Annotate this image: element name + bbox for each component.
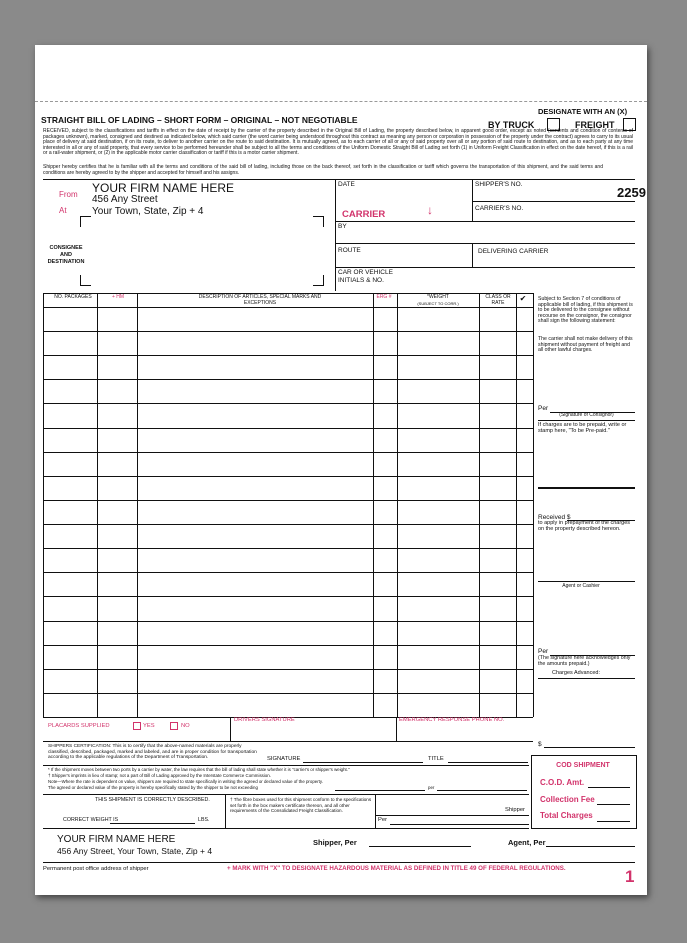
col-packages-header: NO. PACKAGES	[54, 294, 92, 300]
delivering-carrier-label: DELIVERING CARRIER	[478, 248, 549, 255]
shipper-certifies-text: Shipper hereby certifies that he is familiar with all the terms and conditions of the said bill of lading, including those on the back thereof, set forth in the classification or tariff which governs the transportation of this shipment, and the said terms and conditions are hereby agreed to by the shipper and accepted for himself and his assigns.	[43, 164, 603, 176]
table-header-rule	[43, 307, 533, 308]
note-water: * If the shipment moves between two ports by a carrier by water, the law requires that the bill of lading shall state whether it is "carrier's or shipper's weight."	[48, 767, 350, 772]
per-ack-label: Per	[538, 648, 549, 655]
table-row[interactable]	[43, 331, 533, 332]
placards-no-label: NO	[181, 723, 190, 729]
initials-label: INITIALS & NO.	[338, 277, 384, 284]
notes-bottom-rule	[43, 794, 529, 795]
signature-rule	[303, 762, 423, 763]
permanent-address-caption: Permanent post office address of shipper	[43, 866, 149, 872]
designate-label: DESIGNATE WITH AN (X)	[538, 107, 628, 116]
col-hm-header: + HM	[111, 294, 125, 300]
shipper-city: Your Town, State, Zip + 4	[92, 206, 204, 217]
weight-divider	[225, 794, 226, 828]
shipper-per-label: Shipper, Per	[313, 838, 357, 847]
placards-yes-checkbox[interactable]	[133, 722, 141, 730]
table-column-line	[137, 293, 138, 717]
agent-per-label: Agent, Per	[508, 838, 546, 847]
ack-caption: (The signature here acknowledges only the amounts prepaid.)	[538, 655, 631, 667]
by-truck-label: BY TRUCK	[488, 120, 535, 130]
note-imprint: † Shipper's imprints in lieu of stamp; not a part of Bill of Lading approved by the Interstate Commerce Commission.	[48, 773, 271, 778]
table-row[interactable]	[43, 645, 533, 646]
table-column-line	[516, 293, 517, 717]
table-row[interactable]	[43, 548, 533, 549]
note-agreed-value: The agreed or declared value of the property is hereby specifically stated by the shipper to be not exceeding	[48, 785, 258, 790]
prepaid-text: If charges are to be prepaid, write or stamp here, "To be Pre-paid."	[538, 422, 627, 434]
by-label: BY	[338, 223, 347, 230]
table-column-line	[43, 293, 44, 717]
signature-label: SIGNATURE	[267, 756, 301, 762]
correctly-described-text: THIS SHIPMENT IS CORRECTLY DESCRIBED.	[95, 797, 210, 803]
received-label: Received $	[538, 514, 571, 521]
agent-per-rule	[546, 846, 635, 847]
cod-amt-rule	[588, 787, 630, 788]
address-bracket-br	[313, 275, 324, 286]
charges-advanced-label: Charges Advanced:	[552, 670, 601, 676]
table-row[interactable]	[43, 355, 533, 356]
carriers-no-label: CARRIER'S NO.	[475, 205, 524, 212]
cert-bottom-rule	[43, 765, 529, 766]
table-row[interactable]	[43, 621, 533, 622]
table-column-line	[479, 293, 480, 717]
agent-cashier-caption: Agent or Cashier	[562, 583, 600, 589]
carrier-shall-text: The carrier shall not make delivery of this shipment without payment of freight and all other lawful charges.	[538, 336, 633, 354]
drivers-divider	[396, 717, 397, 741]
total-charges-rule	[597, 821, 630, 822]
by-rule	[335, 243, 635, 244]
col-erg-header: ERG #	[376, 294, 392, 300]
agreed-value-rule	[335, 790, 425, 791]
title-rule	[448, 762, 528, 763]
address-bracket-bl	[80, 275, 91, 286]
table-row[interactable]	[43, 476, 533, 477]
col-class-header: CLASS OR RATE	[485, 294, 511, 306]
carrier-arrow-icon: ↓	[427, 203, 433, 217]
address-bracket-tr	[313, 216, 324, 227]
drivers-signature-label: DRIVERS SIGNATURE	[234, 717, 295, 723]
table-row[interactable]	[43, 572, 533, 573]
table-row[interactable]	[43, 379, 533, 380]
shipper-small-rule	[375, 815, 529, 816]
carrier-label: CARRIER	[342, 209, 386, 220]
dollar-rule	[544, 747, 635, 748]
shippers-no-value: 2259	[617, 185, 646, 200]
table-row[interactable]	[43, 693, 533, 694]
fibre-divider	[375, 794, 376, 828]
hazmat-footnote: + MARK WITH "X" TO DESIGNATE HAZARDOUS MATERIAL AS DEFINED IN TITLE 49 OF FEDERAL REGULATIONS.	[227, 865, 566, 872]
note-rate: Note—Where the rate is dependent on value, shippers are required to state specifically in writing the agreed or declared value of the property.	[48, 779, 323, 784]
header-divider	[335, 179, 336, 291]
table-column-line	[397, 293, 398, 717]
shippers-certification-text: SHIPPERS CERTIFICATION: This is to certify that the above-named materials are properly classified, described, packaged, marked and labeled, and are in proper condition for transportation according to the applicable regulations of the Department of Transportation.	[48, 744, 257, 761]
shipper-per-rule	[369, 846, 471, 847]
consignor-box-rule	[538, 420, 635, 421]
title-label: TITLE	[428, 756, 444, 762]
placards-no-checkbox[interactable]	[170, 722, 178, 730]
col-weight-sub: (SUBJECT TO CORR.)	[417, 301, 459, 306]
route-rule	[335, 267, 635, 268]
car-vehicle-label: CAR OR VEHICLE	[338, 269, 393, 276]
date-label: DATE	[338, 181, 355, 188]
table-row[interactable]	[43, 428, 533, 429]
per-small-rule	[390, 824, 529, 825]
agreed-per-rule	[437, 790, 527, 791]
table-column-line	[533, 293, 534, 717]
route-label: ROUTE	[338, 247, 361, 254]
per-consignor-label: Per	[538, 405, 549, 412]
carrier-rule	[335, 221, 635, 222]
page-number: 1	[625, 867, 635, 886]
address-bracket-tl	[80, 216, 91, 227]
cod-shipment-title: COD SHIPMENT	[556, 762, 610, 769]
fibre-boxes-text: † The fibre boxes used for this shipment conform to the specifications set forth in the box makers certificate thereon, and all other requirements of the Consolidated Freight Classification.	[230, 797, 372, 814]
col-description-header: DESCRIPTION OF ARTICLES, SPECIAL MARKS AND EXCEPTIONS	[198, 294, 322, 306]
placards-label: PLACARDS SUPPLIED	[48, 723, 110, 729]
per-small-label: Per	[378, 817, 388, 823]
table-row[interactable]	[43, 452, 533, 453]
cod-amt-label: C.O.D. Amt.	[540, 778, 585, 787]
correct-weight-rule	[110, 823, 195, 824]
prepaid-rule	[538, 487, 635, 489]
shipper-firm-name: YOUR FIRM NAME HERE	[92, 181, 235, 195]
table-row[interactable]	[43, 669, 533, 670]
from-label: From	[59, 190, 78, 199]
consignee-label: CONSIGNEE AND DESTINATION	[47, 245, 85, 265]
perforation-line	[35, 101, 647, 102]
table-column-line	[97, 293, 98, 717]
agent-rule	[538, 581, 635, 582]
lbs-label: LBS.	[198, 817, 210, 823]
shipper-small-label: Shipper	[505, 807, 525, 813]
date-divider	[472, 179, 473, 221]
dollar-label: $	[538, 741, 542, 748]
col-check-header: ✔	[519, 294, 527, 303]
footer-firm-name: YOUR FIRM NAME HERE	[57, 834, 176, 845]
table-column-line	[373, 293, 374, 717]
table-row[interactable]	[43, 596, 533, 597]
placards-bottom-rule	[43, 741, 533, 742]
received-terms-text: RECEIVED, subject to the classifications and tariffs in effect on the date of receipt by the carrier of the property described in the Original Bill of Lading, the property described below, in apparent good order, except as noted (contents and condition of contents of packages unknown), marked, consigned and destined as indicated below, which said carrier (the word carrier being understood throughout this contract as meaning any person or corporation in possession of the property under the contract) agrees to carry to its usual place of delivery at said destination, if on its route, to deliver to another carrier on the route to said destination. It is mutually agreed, as to each carrier of all or any of said property over all or any portion of said route to destination, and as to each party at any time interested in all or any of said property, that every service to be performed hereunder shall be subject to all the terms and conditions of the Uniform Domestic Straight Bill of Lading set forth (1) in Uniform Freight Classification in effect on the date hereof, if this is a rail or a rail-water shipment, or (2) in the applicable motor carrier classification or tariff if this is a motor carrier shipment.	[43, 128, 633, 157]
col-weight-header: *WEIGHT	[427, 294, 449, 300]
collection-fee-rule	[597, 804, 630, 805]
collection-fee-label: Collection Fee	[540, 795, 595, 804]
lower-bottom-rule	[43, 828, 529, 829]
consignor-sig-caption: (Signature of Consignor)	[559, 412, 614, 418]
charges-advanced-box	[538, 678, 635, 741]
footer-address: 456 Any Street, Your Town, State, Zip + 4	[57, 846, 213, 856]
section7-text: Subject to Section 7 of conditions of applicable bill of lading, if this shipment is to be delivered to the consignee without recourse on the consignor, the consignor shall sign the following statement:	[538, 296, 633, 325]
apply-text: to apply in prepayment of the charges on the property described hereon.	[538, 520, 631, 532]
footer-rule	[43, 862, 635, 863]
date-rule	[472, 201, 635, 202]
total-charges-label: Total Charges	[540, 811, 593, 820]
placards-divider	[230, 717, 231, 741]
agreed-per-label: per	[428, 785, 435, 790]
at-label: At	[59, 206, 67, 215]
bill-of-lading-sheet	[35, 45, 647, 895]
header-rule	[43, 179, 635, 180]
placards-yes-label: YES	[143, 723, 155, 729]
freight-label: FREIGHT	[575, 120, 615, 130]
correct-weight-label: CORRECT WEIGHT IS	[63, 817, 119, 823]
shippers-no-label: SHIPPER'S NO.	[475, 181, 523, 188]
shipper-street: 456 Any Street	[92, 194, 158, 205]
route-divider	[472, 243, 473, 267]
table-row[interactable]	[43, 524, 533, 525]
form-title: STRAIGHT BILL OF LADING – SHORT FORM – ORIGINAL – NOT NEGOTIABLE	[41, 115, 358, 125]
table-row[interactable]	[43, 500, 533, 501]
table-row[interactable]	[43, 403, 533, 404]
emergency-phone-label: EMERGENCY RESPONSE PHONE NO.	[399, 717, 505, 723]
